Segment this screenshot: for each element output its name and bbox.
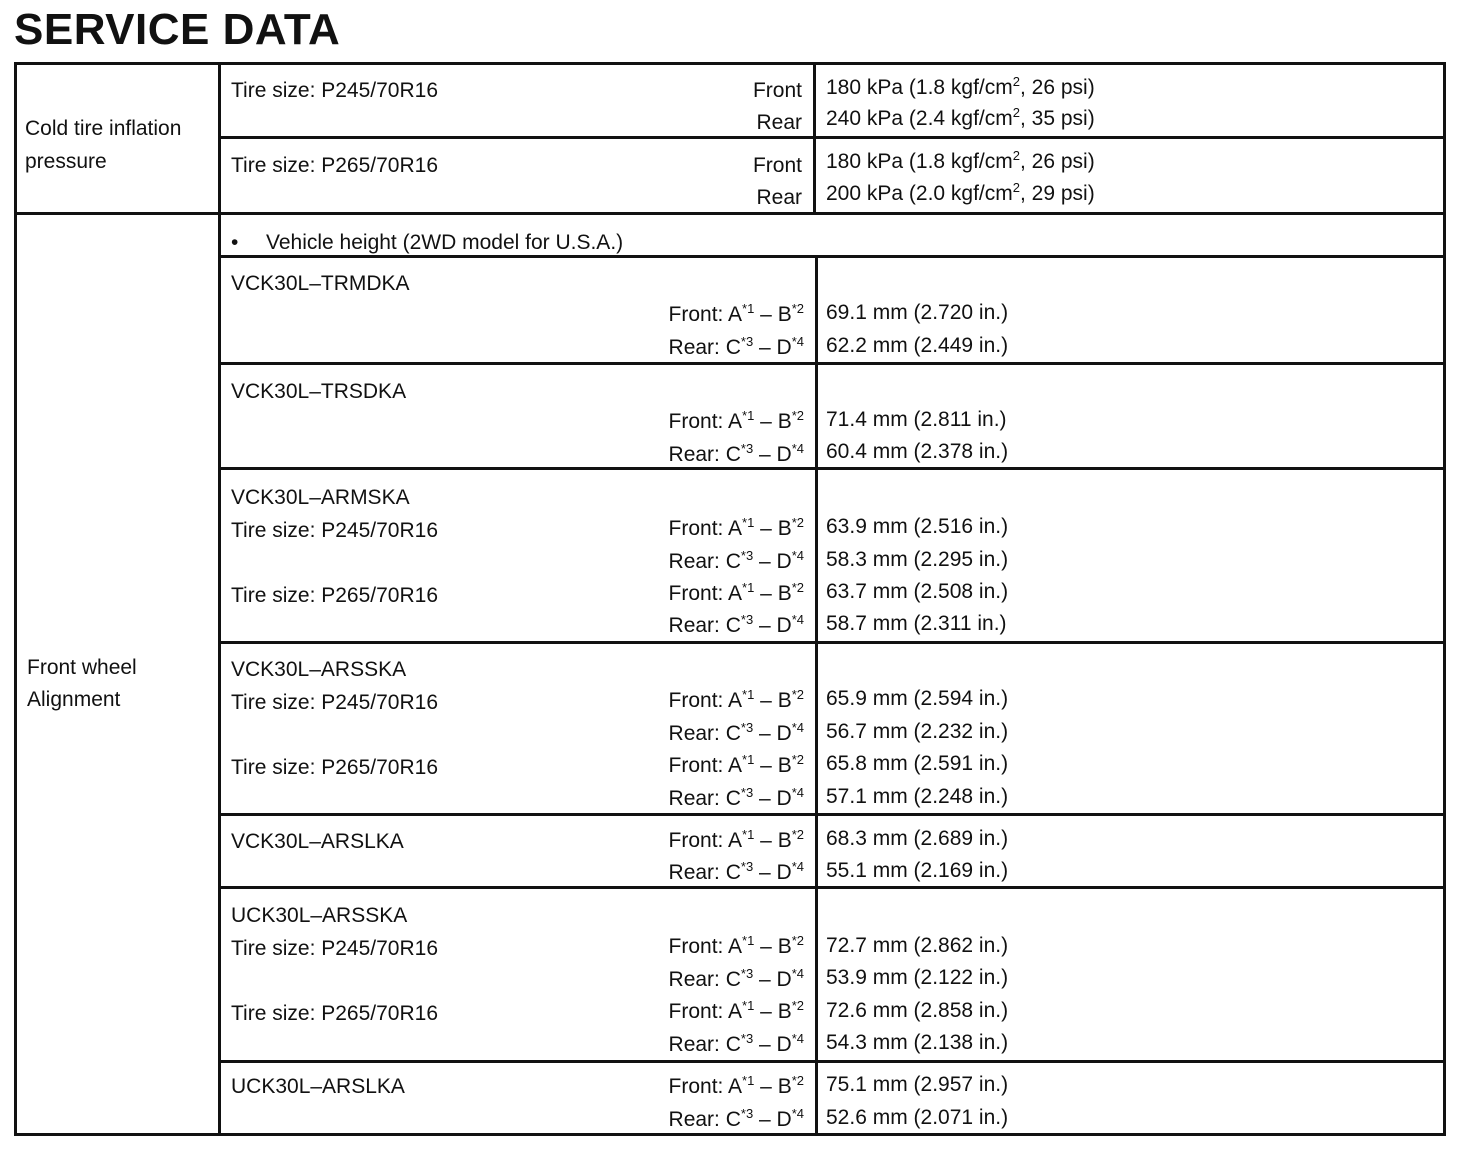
rear-measure-label: Rear: $C^{*3} - D^{*4}$ bbox=[668, 334, 804, 359]
rear-measure-value: 56.7 mm (2.232 in.) bbox=[826, 720, 1009, 743]
front-measure-label: Front: $A^{*1} - B^{*2}$ bbox=[668, 515, 804, 540]
front-measure-value: 65.9 mm (2.594 in.) bbox=[826, 687, 1009, 710]
inflation-label-2: pressure bbox=[25, 150, 107, 173]
inflation-rear-label: Rear bbox=[756, 186, 802, 209]
alignment-label-1: Front wheel bbox=[27, 656, 137, 679]
front-measure-label: Front: $A^{*1} - B^{*2}$ bbox=[668, 933, 804, 958]
front-measure-label: Front: $A^{*1} - B^{*2}$ bbox=[668, 687, 804, 712]
rear-measure-value: 55.1 mm (2.169 in.) bbox=[826, 859, 1009, 882]
inflation-front-value: 180 kPa (1.8 kgf/$cm^2$, 26 psi) bbox=[826, 148, 1095, 173]
rear-measure-label: Rear: $C^{*3} - D^{*4}$ bbox=[668, 612, 804, 637]
front-measure-label: Front: $A^{*1} - B^{*2}$ bbox=[668, 301, 804, 326]
inflation-label-1: Cold tire inflation bbox=[25, 117, 182, 140]
front-measure-label: Front: $A^{*1} - B^{*2}$ bbox=[668, 580, 804, 605]
front-measure-label: Front: $A^{*1} - B^{*2}$ bbox=[668, 1073, 804, 1098]
model-name: VCK30L–TRMDKA bbox=[231, 272, 410, 295]
tire-size: Tire size: P265/70R16 bbox=[231, 584, 438, 607]
inflation-front-value: 180 kPa (1.8 kgf/$cm^2$, 26 psi) bbox=[826, 74, 1095, 99]
inflation-front-label: Front bbox=[752, 79, 802, 102]
front-measure-label: Front: $A^{*1} - B^{*2}$ bbox=[668, 998, 804, 1023]
bullet-icon: • bbox=[231, 231, 239, 254]
front-measure-label: Front: $A^{*1} - B^{*2}$ bbox=[668, 827, 804, 852]
alignment-label-2: Alignment bbox=[27, 688, 121, 711]
model-name: VCK30L–TRSDKA bbox=[231, 380, 407, 403]
divider-model-4 bbox=[218, 813, 1446, 816]
col-divider-label bbox=[218, 64, 221, 1135]
inflation-front-label: Front bbox=[752, 154, 802, 177]
rear-measure-label: Rear: $C^{*3} - D^{*4}$ bbox=[668, 1031, 804, 1056]
rear-measure-label: Rear: $C^{*3} - D^{*4}$ bbox=[668, 785, 804, 810]
front-measure-value: 72.7 mm (2.862 in.) bbox=[826, 934, 1009, 957]
inflation-rear-value: 240 kPa (2.4 kgf/$cm^2$, 35 psi) bbox=[826, 105, 1095, 130]
col-divider-value-top bbox=[813, 64, 816, 214]
rear-measure-value: 58.3 mm (2.295 in.) bbox=[826, 548, 1009, 571]
front-measure-value: 68.3 mm (2.689 in.) bbox=[826, 827, 1009, 850]
rear-measure-value: 58.7 mm (2.311 in.) bbox=[826, 612, 1007, 635]
rear-measure-label: Rear: $C^{*3} - D^{*4}$ bbox=[668, 966, 804, 991]
rear-measure-label: Rear: $C^{*3} - D^{*4}$ bbox=[668, 859, 804, 884]
inflation-tire-size: Tire size: P265/70R16 bbox=[231, 154, 438, 177]
rear-measure-label: Rear: $C^{*3} - D^{*4}$ bbox=[668, 548, 804, 573]
front-measure-value: 71.4 mm (2.811 in.) bbox=[826, 408, 1007, 431]
page-title: SERVICE DATA bbox=[14, 5, 341, 54]
rear-measure-label: Rear: $C^{*3} - D^{*4}$ bbox=[668, 441, 804, 466]
model-name: UCK30L–ARSSKA bbox=[231, 904, 408, 927]
divider-inflation-rows bbox=[218, 136, 1446, 139]
alignment-subtitle: Vehicle height (2WD model for U.S.A.) bbox=[266, 231, 624, 254]
front-measure-label: Front: $A^{*1} - B^{*2}$ bbox=[668, 752, 804, 777]
divider-model-2 bbox=[218, 467, 1446, 470]
divider-model-3 bbox=[218, 641, 1446, 644]
tire-size: Tire size: P245/70R16 bbox=[231, 519, 438, 542]
inflation-rear-value: 200 kPa (2.0 kgf/$cm^2$, 29 psi) bbox=[826, 180, 1095, 205]
divider-model-5 bbox=[218, 886, 1446, 889]
rear-measure-label: Rear: $C^{*3} - D^{*4}$ bbox=[668, 1106, 804, 1131]
front-measure-value: 63.9 mm (2.516 in.) bbox=[826, 515, 1009, 538]
rear-measure-label: Rear: $C^{*3} - D^{*4}$ bbox=[668, 720, 804, 745]
tire-size: Tire size: P245/70R16 bbox=[231, 937, 438, 960]
model-name: VCK30L–ARSSKA bbox=[231, 658, 407, 681]
tire-size: Tire size: P265/70R16 bbox=[231, 1002, 438, 1025]
rear-measure-value: 57.1 mm (2.248 in.) bbox=[826, 785, 1009, 808]
inflation-tire-size: Tire size: P245/70R16 bbox=[231, 79, 438, 102]
rear-measure-value: 53.9 mm (2.122 in.) bbox=[826, 966, 1009, 989]
rear-measure-value: 60.4 mm (2.378 in.) bbox=[826, 440, 1009, 463]
front-measure-value: 72.6 mm (2.858 in.) bbox=[826, 999, 1009, 1022]
model-name: UCK30L–ARSLKA bbox=[231, 1075, 405, 1098]
rear-measure-value: 62.2 mm (2.449 in.) bbox=[826, 334, 1009, 357]
tire-size: Tire size: P245/70R16 bbox=[231, 691, 438, 714]
front-measure-value: 65.8 mm (2.591 in.) bbox=[826, 752, 1009, 775]
divider-sections bbox=[14, 212, 1446, 215]
tire-size: Tire size: P265/70R16 bbox=[231, 756, 438, 779]
front-measure-label: Front: $A^{*1} - B^{*2}$ bbox=[668, 408, 804, 433]
model-name: VCK30L–ARMSKA bbox=[231, 486, 410, 509]
rear-measure-value: 54.3 mm (2.138 in.) bbox=[826, 1031, 1009, 1054]
front-measure-value: 69.1 mm (2.720 in.) bbox=[826, 301, 1009, 324]
col-divider-value-bottom bbox=[815, 256, 818, 1135]
divider-model-6 bbox=[218, 1060, 1446, 1063]
divider-model-1 bbox=[218, 362, 1446, 365]
inflation-rear-label: Rear bbox=[756, 111, 802, 134]
rear-measure-value: 52.6 mm (2.071 in.) bbox=[826, 1106, 1009, 1129]
front-measure-value: 63.7 mm (2.508 in.) bbox=[826, 580, 1009, 603]
front-measure-value: 75.1 mm (2.957 in.) bbox=[826, 1073, 1009, 1096]
model-name: VCK30L–ARSLKA bbox=[231, 830, 404, 853]
